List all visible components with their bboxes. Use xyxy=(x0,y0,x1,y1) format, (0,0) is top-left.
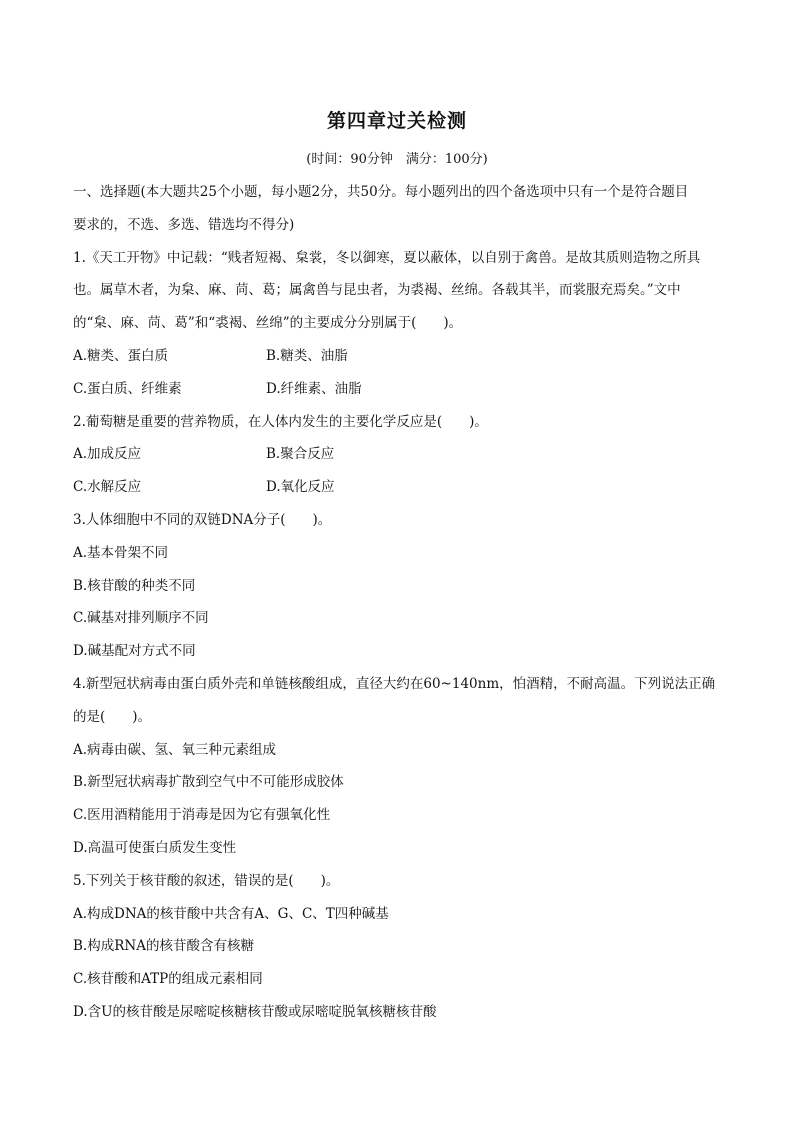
q1-option-b: B.糖类、油脂 xyxy=(266,347,348,364)
q3-option-b: B.核苷酸的种类不同 xyxy=(73,577,196,594)
q1-option-a: A.糖类、蛋白质 xyxy=(73,347,169,364)
q5-option-a: A.构成DNA的核苷酸中共含有A、G、C、T四种碱基 xyxy=(73,905,389,922)
q5-option-b: B.构成RNA的核苷酸含有核糖 xyxy=(73,938,254,955)
exam-info: (时间：90分钟 满分：100分) xyxy=(306,152,488,167)
q5-option-c: C.核苷酸和ATP的组成元素相同 xyxy=(73,971,263,988)
q2-options-row-2 xyxy=(73,471,723,504)
q3-option-c: C.碱基对排列顺序不同 xyxy=(73,610,209,627)
q3-stem: 3.人体细胞中不同的双链DNA分子( )。 xyxy=(73,511,332,528)
q2-options-row-1 xyxy=(73,438,723,471)
q4-option-b: B.新型冠状病毒扩散到空气中不可能形成胶体 xyxy=(73,774,344,791)
q1-stem-line-3: 的“枲、麻、苘、葛”和“裘褐、丝绵”的主要成分分别属于( )。 xyxy=(73,315,463,332)
q2-option-d: D.氧化反应 xyxy=(266,479,335,496)
q1-stem-line-2: 也。属草木者，为枲、麻、苘、葛；属禽兽与昆虫者，为裘褐、丝绵。各载其半，而裳服充焉矣。”文中 xyxy=(73,282,681,299)
q1-option-c: C.蛋白质、纤维素 xyxy=(73,380,182,397)
q4-stem-line-1: 4.新型冠状病毒由蛋白质外壳和单链核酸组成，直径大约在60~140nm，怕酒精，不耐高温。下列说法正确 xyxy=(73,675,716,692)
q5-stem: 5.下列关于核苷酸的叙述，错误的是( )。 xyxy=(73,872,340,889)
q1-options-row-2 xyxy=(73,373,723,406)
section-heading-line-1: 一、选择题(本大题共25个小题，每小题2分，共50分。每小题列出的四个备选项中只有一个是符合题目 xyxy=(73,184,689,200)
q4-stem-line-2: 的是( )。 xyxy=(73,708,152,725)
q3-option-d: D.碱基配对方式不同 xyxy=(73,643,196,660)
q2-stem: 2.葡萄糖是重要的营养物质，在人体内发生的主要化学反应是( )。 xyxy=(73,413,488,430)
page-title: 第四章过关检测 xyxy=(326,110,467,132)
q2-option-a: A.加成反应 xyxy=(73,446,142,463)
q1-options-row-1 xyxy=(73,340,723,373)
q4-option-c: C.医用酒精能用于消毒是因为它有强氧化性 xyxy=(73,807,331,824)
section-heading-line-2: 要求的，不选、多选、错选均不得分) xyxy=(73,216,295,233)
q3-option-a: A.基本骨架不同 xyxy=(73,544,169,561)
q4-option-a: A.病毒由碳、氢、氧三种元素组成 xyxy=(73,741,277,758)
q4-option-d: D.高温可使蛋白质发生变性 xyxy=(73,839,237,856)
q1-option-d: D.纤维素、油脂 xyxy=(266,380,362,397)
q1-stem-line-1: 1.《天工开物》中记载：“贱者短褐、枲裳，冬以御寒，夏以蔽体，以自别于禽兽。是故其质则造物之所具 xyxy=(73,249,701,266)
q5-option-d: D.含U的核苷酸是尿嘧啶核糖核苷酸或尿嘧啶脱氧核糖核苷酸 xyxy=(73,1003,437,1020)
question-content xyxy=(73,176,723,1029)
q2-option-b: B.聚合反应 xyxy=(266,446,335,463)
q2-option-c: C.水解反应 xyxy=(73,479,142,496)
